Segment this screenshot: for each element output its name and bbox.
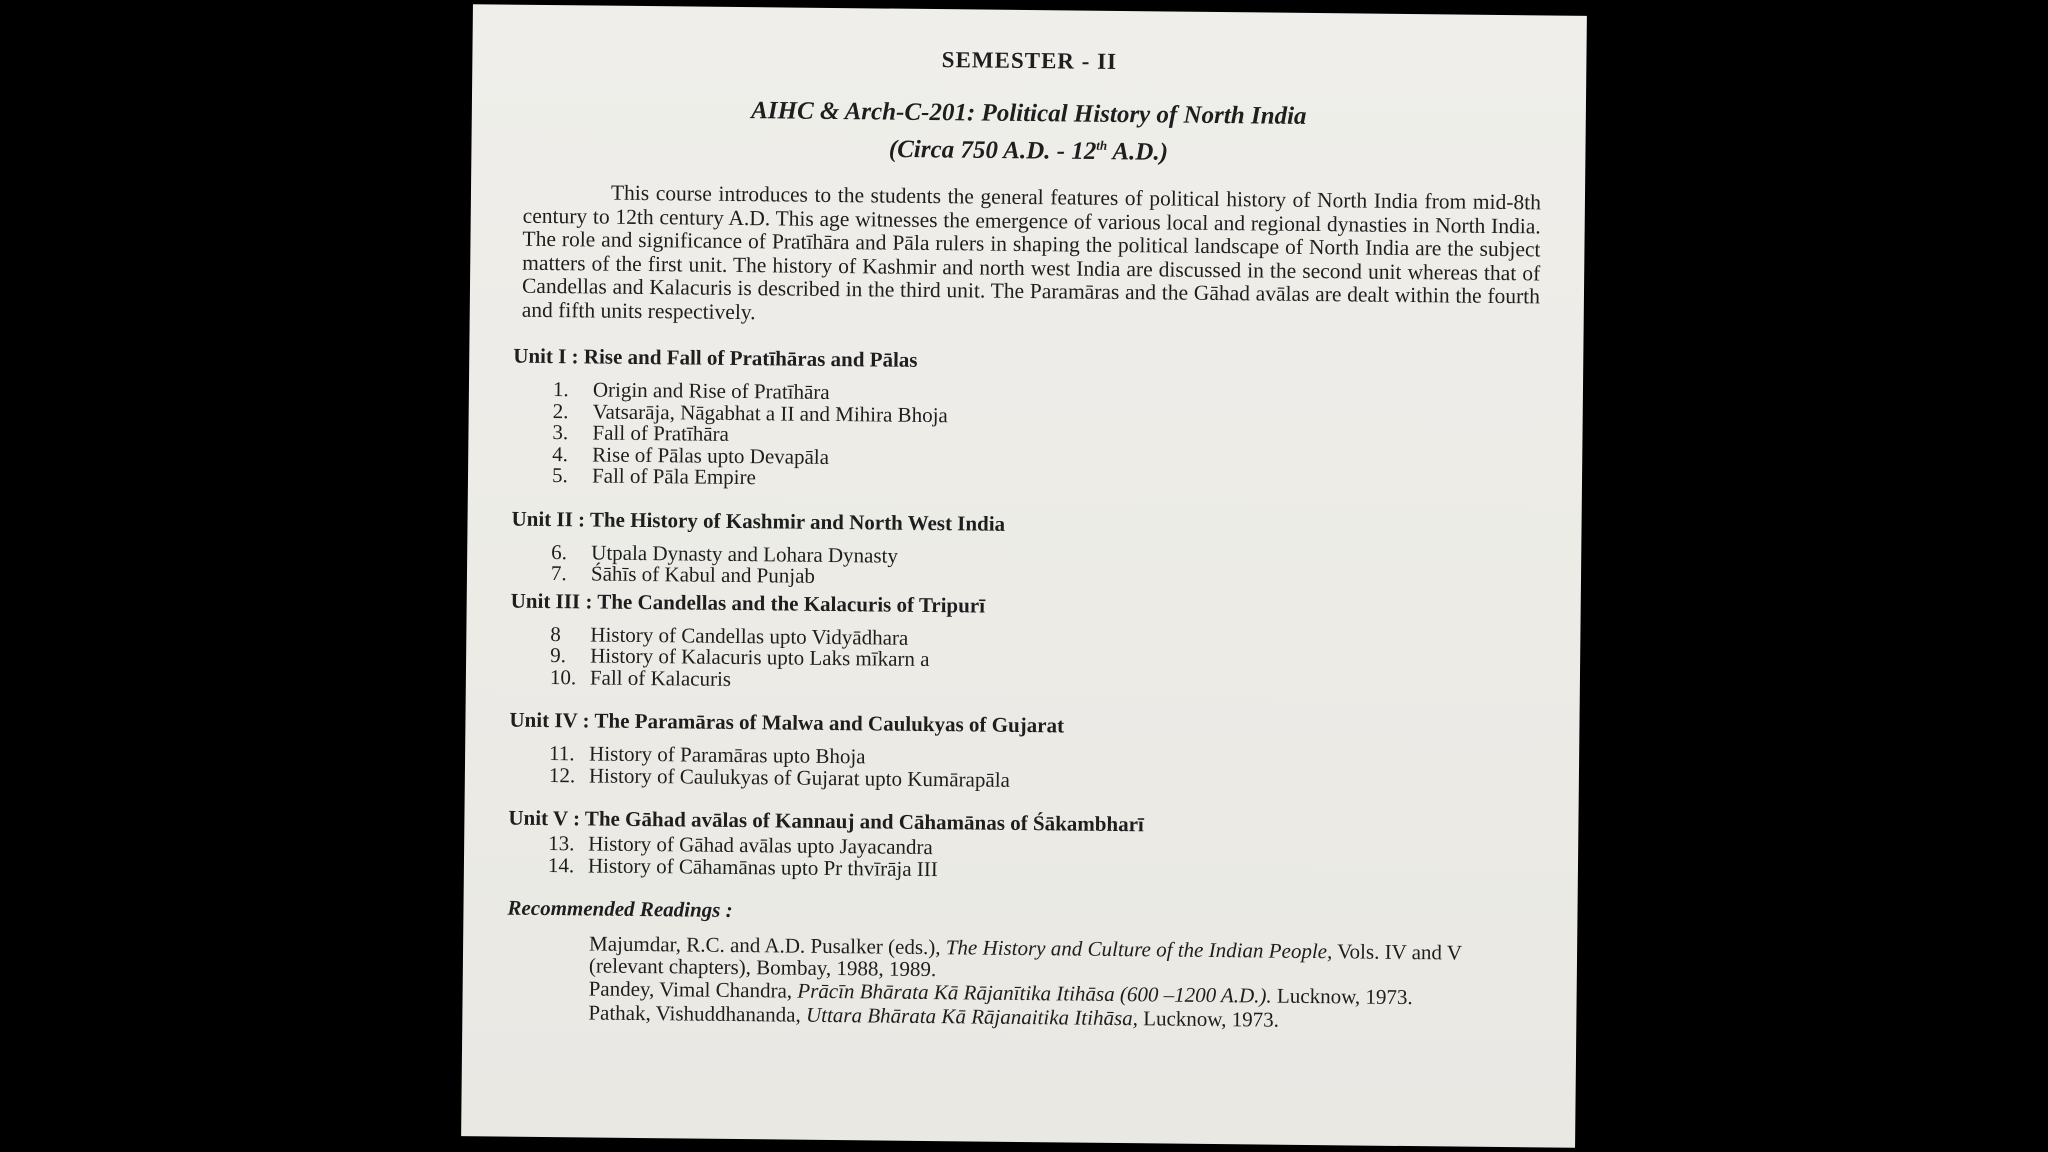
topic-number: 4.	[552, 441, 569, 467]
unit-1	[512, 344, 1539, 497]
readings-heading: Recommended Readings :	[507, 895, 733, 923]
topic-text: Fall of Pratīhāra	[592, 420, 730, 447]
course-period-end: A.D.)	[1106, 138, 1169, 166]
topic-number: 5.	[551, 463, 568, 488]
topic-number: 12.	[548, 762, 576, 788]
topic-list	[552, 379, 1539, 497]
topic-text: Vatsarāja, Nāgabhat a II and Mihira Bhoja	[592, 399, 948, 428]
topic-number: 13.	[548, 831, 575, 856]
unit-heading: Unit II : The History of Kashmir and North West India	[511, 506, 1006, 536]
topic-number: 6.	[551, 539, 568, 565]
topic-list	[550, 539, 1537, 595]
unit-heading: Unit V : The Gāhad avālas of Kannauj and Cāhamānas of Śākambharī	[508, 805, 1144, 837]
topic-number: 11.	[548, 741, 575, 766]
topic-number: 3.	[552, 420, 569, 445]
reading-title: The History and Culture of the Indian People,	[945, 935, 1333, 964]
semester-heading: SEMESTER - II	[941, 47, 1118, 74]
topic-list	[549, 621, 1537, 699]
unit-5	[508, 806, 1535, 887]
topic-text: History of Cāhamānas upto Pr thvīrāja III	[587, 853, 938, 881]
unit-2	[511, 506, 1538, 595]
topic-text: Utpala Dynasty and Lohara Dynasty	[591, 540, 899, 568]
topic-text: Fall of Kalacuris	[589, 665, 732, 691]
unit-3	[510, 588, 1537, 698]
topic-text: History of Kalacuris upto Laks mīkarn a	[590, 643, 930, 672]
topic-text: History of Gāhad avālas upto Jayacandra	[588, 831, 933, 860]
topic-text: Fall of Pāla Empire	[591, 463, 757, 490]
reading-details: Lucknow, 1973.	[1137, 1006, 1280, 1032]
topic-text: History of Paramāras upto Bhoja	[588, 741, 866, 769]
topic-text: Rise of Pālas upto Devapāla	[592, 442, 830, 469]
reading-author: Pathak, Vishuddhananda,	[588, 1000, 807, 1027]
topic-text: History of Candellas upto Vidyādhara	[590, 622, 909, 650]
topic-list	[548, 833, 1534, 886]
course-period-start: (Circa 750 A.D. - 12	[888, 135, 1097, 166]
recommended-readings	[506, 896, 1533, 1034]
course-title	[515, 93, 1542, 172]
reading-author: Majumdar, R.C. and A.D. Pusalker (eds.),	[588, 931, 946, 960]
topic-number: 8	[550, 621, 561, 646]
topic-number: 2.	[552, 398, 569, 424]
unit-heading: Unit III : The Candellas and the Kalacuris of Tripurī	[510, 588, 986, 618]
reading-title: Uttara Bhārata Kā Rājanaitika Itihāsa,	[805, 1002, 1139, 1031]
unit-heading: Unit I : Rise and Fall of Pratīhāras and Pālas	[513, 343, 918, 373]
topic-number: 9.	[550, 643, 567, 668]
course-period-suffix: th	[1096, 137, 1108, 153]
topic-number: 1.	[552, 377, 569, 402]
unit-4	[509, 708, 1536, 797]
reading-title: Prācīn Bhārata Kā Rājanītika Itihāsa (600 –1200 A.D.).	[797, 978, 1272, 1008]
topic-text: Origin and Rise of Pratīhāra	[592, 377, 830, 405]
topic-number: 14.	[547, 852, 575, 878]
topic-text: Śāhīs of Kabul and Punjab	[590, 561, 816, 589]
syllabus-page	[461, 4, 1587, 1148]
reading-details: Vols. IV and V (relevant chapters), Bombay, 1988, 1989.	[588, 939, 1462, 981]
reading-details: Lucknow, 1973.	[1271, 983, 1413, 1010]
topic-text: History of Caulukyas of Gujarat upto Kumārapāla	[588, 763, 1011, 792]
topic-list	[549, 743, 1535, 796]
topic-number: 7.	[550, 561, 567, 586]
topic-number: 10.	[549, 664, 577, 690]
unit-heading: Unit IV : The Paramāras of Malwa and Caulukyas of Gujarat	[509, 707, 1065, 738]
course-title-line1: AIHC & Arch-C-201: Political History of North India	[751, 97, 1307, 130]
course-introduction: This course introduces to the students the general features of political history of North India from mid-8th century to 12th century A.D. This age witnesses the emergence of various local and regional dynasties in North India. The role and significance of Pratīhāra and Pāla rulers in shaping the political landscape of North India are the subject matters of the first unit. The history of Kashmir and north west India are discussed in the second unit whereas that of Candellas and Kalacuris is described in the third unit. The Paramāras and the Gāhad avālas are dealt within the fourth and fifth units respectively.	[521, 180, 1542, 325]
reading-author: Pandey, Vimal Chandra,	[588, 976, 798, 1003]
